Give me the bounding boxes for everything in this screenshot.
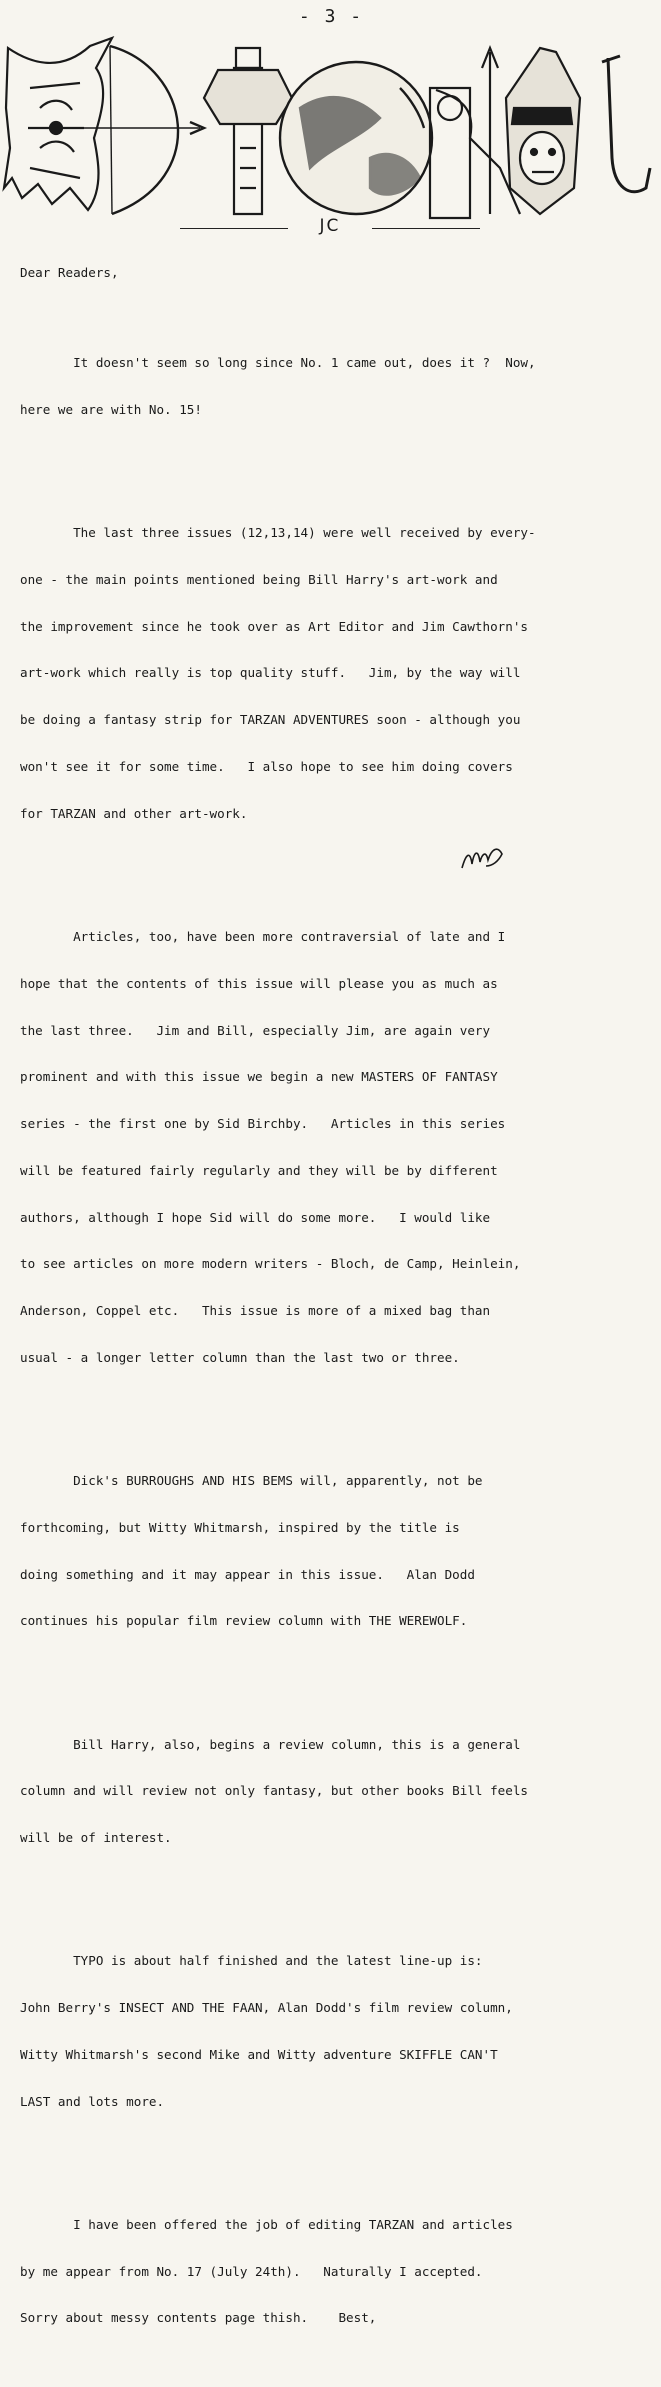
letter-line: Bill Harry, also, begins a review column, this is a general [20,1736,521,1752]
editorial-masthead-illustration [0,28,661,223]
credit-rule-left [180,228,288,229]
letter-line: doing something and it may appear in this issue. Alan Dodd [20,1566,475,1582]
globe-o-drawing [280,62,432,214]
letter-line: LAST and lots more. [20,2093,165,2109]
letter-line: will be featured fairly regularly and they will be by different [20,1162,498,1178]
paragraph-articles [20,898,650,1397]
letter-line: by me appear from No. 17 (July 24th). Naturally I accepted. [20,2263,483,2279]
bat-wing-e-drawing [4,38,112,210]
hook-l-drawing [602,56,650,192]
letter-line: usual - a longer letter column than the last two or three. [20,1349,460,1365]
letter-line: The last three issues (12,13,14) were well received by every- [20,525,536,541]
letter-line: for TARZAN and other art-work. [20,805,248,821]
letter-line: hope that the contents of this issue will please you as much as [20,975,498,991]
letter-line: art-work which really is top quality stuff. Jim, by the way will [20,665,521,681]
letter-line: Witty Whitmarsh's second Mike and Witty adventure SKIFFLE CAN'T [20,2046,498,2062]
paragraph-last-issues [20,494,650,853]
credit-initials: JC [319,216,341,236]
letter-line: the improvement since he took over as Art Editor and Jim Cawthorn's [20,618,528,634]
editorial-letter [20,234,650,2387]
salutation: Dear Readers, [20,265,119,281]
letter-line: Anderson, Coppel etc. This issue is more of a mixed bag than [20,1303,491,1319]
letter-line: column and will review not only fantasy, but other books Bill feels [20,1783,528,1799]
letter-line: forthcoming, but Witty Whitmarsh, inspired by the title is [20,1519,460,1535]
letter-line: here we are with No. 15! [20,401,202,417]
handwritten-signature [458,840,508,874]
letter-line: Articles, too, have been more contraversial of late and I [20,928,506,944]
letter-line: Dick's BURROUGHS AND HIS BEMS will, apparently, not be [20,1473,483,1489]
paragraph-burroughs [20,1442,650,1660]
letter-line: won't see it for some time. I also hope to see him doing covers [20,759,513,774]
letter-line: will be of interest. [20,1830,172,1846]
letter-line: be doing a fantasy strip for TARZAN ADVENTURES soon - although you [20,712,521,728]
credit-rule-right [372,228,480,229]
letter-line: TYPO is about half finished and the latest line-up is: [20,1953,483,1969]
paragraph-intro [20,324,650,449]
letter-line: John Berry's INSECT AND THE FAAN, Alan Dodd's film review column, [20,2000,513,2016]
letter-line: It doesn't seem so long since No. 1 came out, does it ? Now, [20,355,536,371]
letter-line: prominent and with this issue we begin a new MASTERS OF FANTASY [20,1069,498,1085]
page-number: - 3 - [298,6,364,27]
letter-line: I have been offered the job of editing TARZAN and articles [20,2216,513,2232]
axe-i-drawing [204,48,292,214]
paragraph-tarzan-job [20,2186,650,2358]
letter-line: one - the main points mentioned being Bill Harry's art-work and [20,571,498,587]
paragraph-typo [20,1922,650,2140]
letter-line: authors, although I hope Sid will do some more. I would like [20,1209,491,1225]
letter-line: Sorry about messy contents page thish. Best, [20,2310,377,2326]
bow-and-arrow-d-drawing [60,46,204,214]
paragraph-review-column [20,1705,650,1877]
letter-line: series - the first one by Sid Birchby. Articles in this series [20,1116,506,1132]
letter-line: continues his popular film review column with THE WEREWOLF. [20,1613,468,1629]
letter-line: the last three. Jim and Bill, especially Jim, are again very [20,1022,491,1038]
letter-line: to see articles on more modern writers - Bloch, de Camp, Heinlein, [20,1256,521,1272]
helmeted-face-a-drawing [506,48,580,214]
